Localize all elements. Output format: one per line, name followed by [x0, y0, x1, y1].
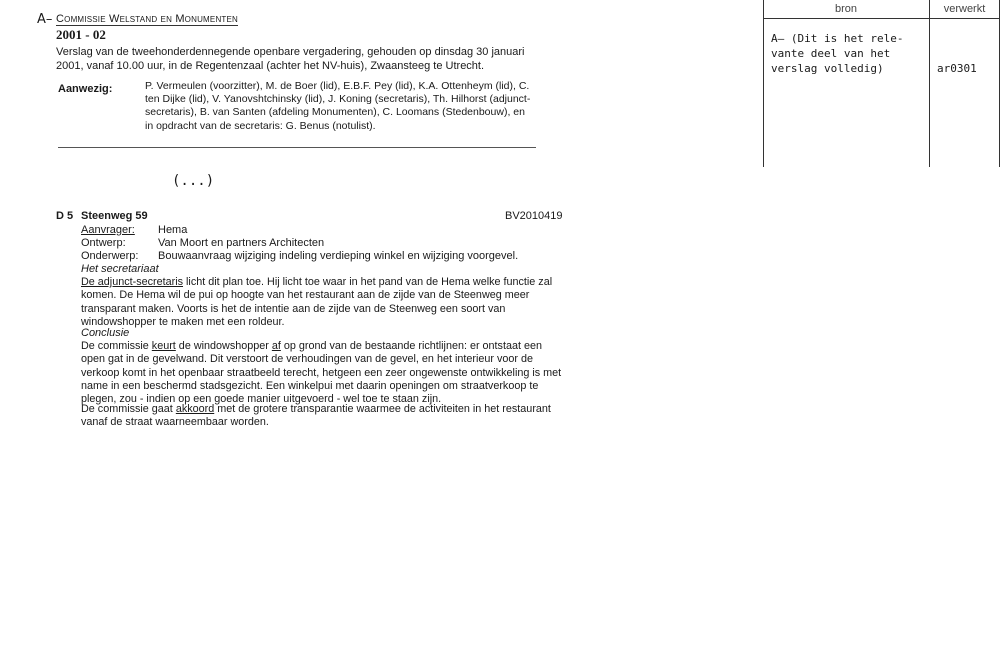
- akkoord-text-a: De commissie gaat: [81, 403, 176, 415]
- ontwerp-label: Ontwerp:: [81, 237, 126, 249]
- organization-name: Commissie Welstand en Monumenten: [56, 13, 239, 25]
- source-table: [763, 0, 1000, 167]
- item-reference: BV2010419: [505, 210, 563, 222]
- secretariaat-paragraph: [81, 276, 565, 329]
- column-header-bron: bron: [834, 3, 858, 15]
- af-term: af: [271, 340, 281, 352]
- keurt-term: keurt: [151, 340, 176, 352]
- aanvrager-label: Aanvrager:: [81, 224, 135, 236]
- akkoord-term: akkoord: [175, 403, 215, 415]
- conclusie-paragraph: [81, 340, 565, 406]
- table-header-rule: [763, 18, 1000, 19]
- item-code: D 5: [56, 210, 74, 222]
- report-year: 2001 - 02: [56, 27, 106, 42]
- column-header-verwerkt: verwerkt: [943, 3, 986, 15]
- verwerkt-cell: ar0301: [937, 62, 977, 75]
- omission-marker: (...): [172, 173, 215, 189]
- akkoord-text-b: met de grotere transparantie waarmee de activiteiten in het restaurant vanaf de straat waarneembaar worden.: [81, 403, 551, 429]
- adjunct-term: De adjunct-secretaris: [81, 276, 184, 288]
- attendees-list: P. Vermeulen (voorzitter), M. de Boer (lid), E.B.F. Pey (lid), K.A. Ottenheym (lid), C. ten Dijke (lid), V. Yanovshtchinsky (lid), J. Koning (secretaris), Th. Hilhorst (adjunct-secretaris), B. van Santen (afdeling Monumenten), C. Loomans (Stedenbouw), en in opdracht van de secretaris: G. Benus (notulist).: [145, 80, 531, 132]
- divider: [58, 147, 536, 148]
- table-border-left: [763, 0, 764, 167]
- bron-cell: A– (Dit is het rele- vante deel van het verslag volledig): [771, 32, 904, 75]
- item-title: Steenweg 59: [81, 210, 148, 222]
- akkoord-paragraph: [81, 403, 565, 430]
- ontwerp-value: Van Moort en partners Architecten: [158, 237, 325, 249]
- conclusie-heading: Conclusie: [81, 327, 130, 339]
- conclusie-text-a: De commissie: [81, 340, 152, 352]
- onderwerp-value: Bouwaanvraag wijziging indeling verdieping winkel en wijziging voorgevel.: [158, 250, 519, 262]
- conclusie-text-c: op grond van de bestaande richtlijnen: er ontstaat een open gat in de gevelwand. Dit verstoort de verhoudingen van de gevel, en het interieur voor de verkoop komt in het openbaar straatbeeld terecht, hetgeen een zeer ongewenste ontwikkeling is met name in een beschermd stadsgezicht. Een winkelpui met daarin openingen om straatverkoop te plegen, zou - indien op een goede manier uitgevoerd - wel toe te staan zijn.: [81, 340, 562, 406]
- table-border-mid: [929, 0, 930, 167]
- document-prefix: A–: [37, 12, 53, 27]
- secretariaat-text: licht dit plan toe. Hij licht toe waar in het pand van de Hema welke functie zal komen. De Hema wil de pui op hoogte van het restaurant aan de zijde van de Steenweg meer transparant maken. Voorts is het de intentie aan de zijde van de Steenweg een soort van windowshopper te maken met een roldeur.: [81, 276, 553, 328]
- secretariaat-heading: Het secretariaat: [81, 263, 159, 275]
- onderwerp-label: Onderwerp:: [81, 250, 139, 262]
- aanvrager-value: Hema: [158, 224, 188, 236]
- attendees-label: Aanwezig:: [58, 83, 113, 95]
- meeting-description: Verslag van de tweehonderdennegende openbare vergadering, gehouden op dinsdag 30 januari 2001, vanaf 10.00 uur, in de Regentenzaal (achter het NV-huis), Zwaansteeg te Utrecht.: [56, 46, 525, 72]
- conclusie-text-b: de windowshopper: [175, 340, 272, 352]
